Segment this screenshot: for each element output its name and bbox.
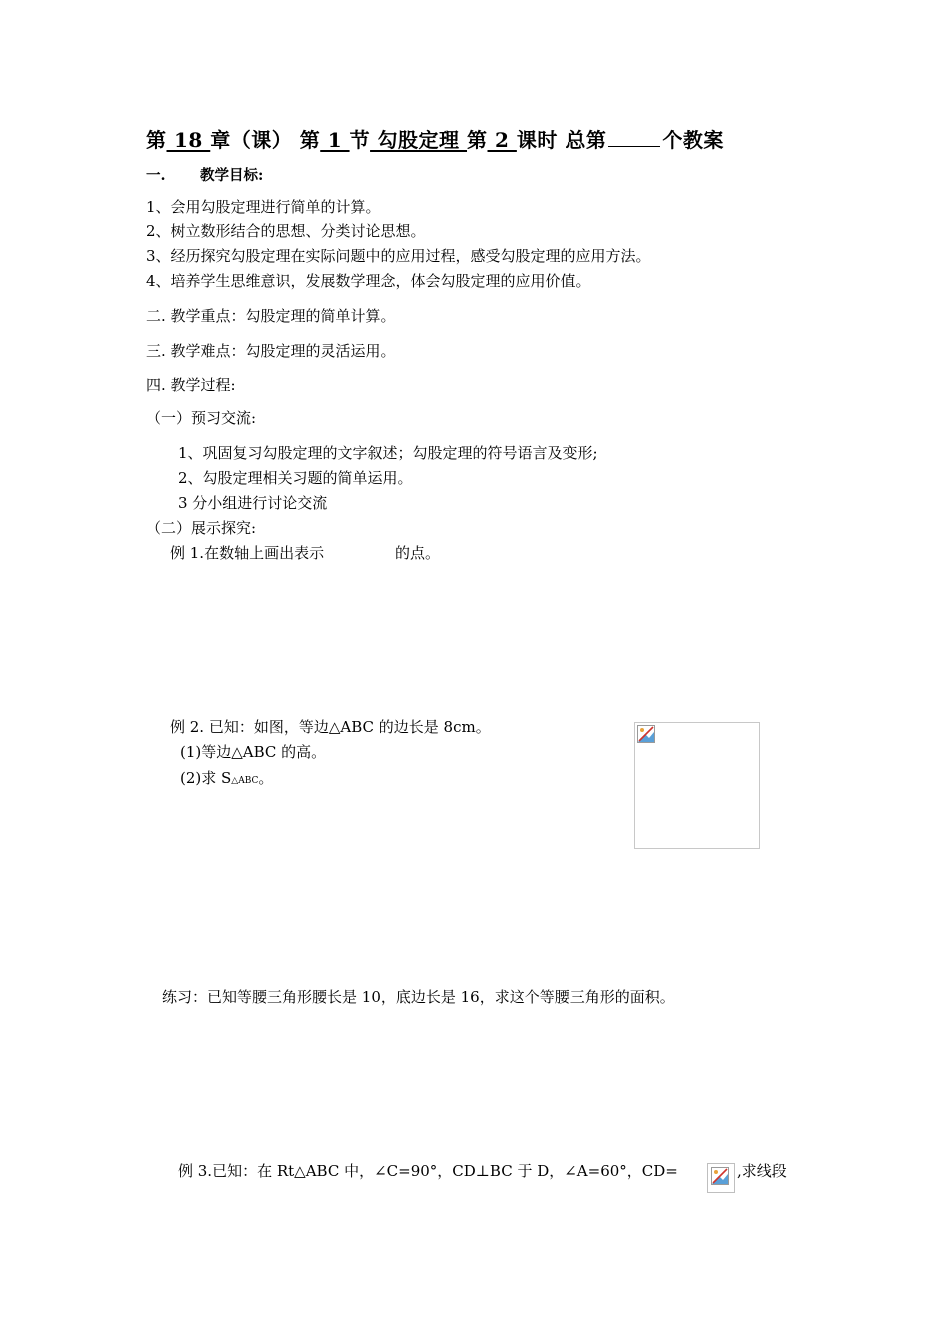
process-heading: 四. 教学过程: bbox=[146, 376, 236, 394]
cd-value-image-placeholder bbox=[707, 1163, 735, 1193]
area-subscript: △ABC bbox=[231, 776, 259, 786]
title-part: 个教案 bbox=[662, 128, 724, 152]
objectives-heading-number: 一. bbox=[146, 167, 166, 184]
triangle-figure-placeholder bbox=[634, 722, 760, 849]
title-part: 课时 总第 bbox=[516, 128, 607, 152]
plan-number-blank bbox=[608, 128, 660, 147]
period-number: 2 bbox=[487, 128, 517, 152]
example-3-text: 例 3.已知：在 Rt△ABC 中，∠C=90°，CD⊥BC 于 D，∠A=60°，CD= bbox=[178, 1162, 678, 1180]
section-number: 1 bbox=[320, 128, 350, 152]
example-1-text: 例 1.在数轴上画出表示 bbox=[170, 544, 325, 562]
area-prefix: (2)求 S bbox=[180, 769, 232, 787]
area-suffix: 。 bbox=[258, 769, 274, 787]
example-2-line: (1)等边△ABC 的高。 bbox=[180, 743, 327, 761]
objectives-heading: 教学目标: bbox=[200, 167, 264, 184]
lesson-title bbox=[146, 124, 724, 153]
title-part: 章（课） 第 bbox=[210, 128, 321, 152]
title-part: 节 bbox=[349, 128, 371, 152]
title-part: 第 bbox=[467, 128, 488, 152]
preview-heading: （一）预习交流: bbox=[146, 409, 257, 427]
example-3-text-end: ,求线段 bbox=[737, 1162, 787, 1180]
title-part: 第 bbox=[146, 128, 167, 152]
objective-item: 4、培养学生思维意识，发展数学理念，体会勾股定理的应用价值。 bbox=[146, 272, 591, 290]
broken-image-icon bbox=[711, 1167, 729, 1185]
topic-name: 勾股定理 bbox=[370, 128, 468, 152]
objective-item: 1、会用勾股定理进行简单的计算。 bbox=[146, 198, 381, 216]
key-point: 二. 教学重点：勾股定理的简单计算。 bbox=[146, 307, 396, 325]
example-2-line: 例 2. 已知：如图，等边△ABC 的边长是 8cm。 bbox=[170, 718, 491, 736]
chapter-number: 18 bbox=[166, 128, 211, 152]
example-1-text-end: 的点。 bbox=[395, 544, 441, 562]
example-2-line bbox=[180, 767, 273, 788]
objective-item: 2、树立数形结合的思想、分类讨论思想。 bbox=[146, 222, 426, 240]
preview-item: 2、勾股定理相关习题的简单运用。 bbox=[178, 469, 413, 487]
broken-image-icon bbox=[637, 725, 655, 743]
difficulty: 三. 教学难点：勾股定理的灵活运用。 bbox=[146, 342, 396, 360]
practice-problem: 练习：已知等腰三角形腰长是 10，底边长是 16，求这个等腰三角形的面积。 bbox=[162, 988, 675, 1006]
preview-item: 1、巩固复习勾股定理的文字叙述；勾股定理的符号语言及变形; bbox=[178, 444, 598, 462]
preview-item: 3 分小组进行讨论交流 bbox=[178, 494, 328, 512]
objective-item: 3、经历探究勾股定理在实际问题中的应用过程，感受勾股定理的应用方法。 bbox=[146, 247, 651, 265]
explore-heading: （二）展示探究: bbox=[146, 519, 257, 537]
